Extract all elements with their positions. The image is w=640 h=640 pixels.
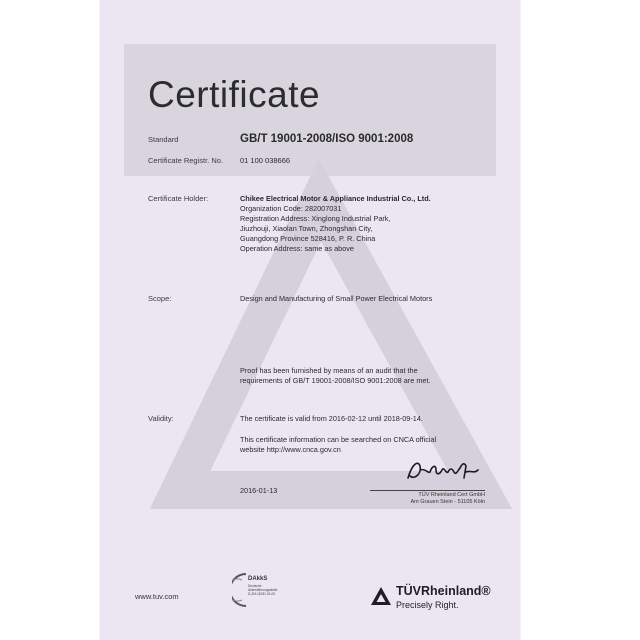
holder-company: Chikee Electrical Motor & Appliance Industrial Co., Ltd. [240,194,431,203]
holder-line: Jiuzhouji, Xiaolan Town, Zhongshan City, [240,223,373,233]
dakks-sub-line: D-ZM-16031-01-00 [248,592,276,596]
validity-label: Validity: [148,414,174,423]
dakks-subtitle [248,584,277,596]
standard-label: Standard [148,135,179,144]
tuv-url: www.tuv.com [135,592,179,601]
proof-line: requirements of GB/T 19001-2008/ISO 9001:2008 are met. [240,376,431,385]
holder-line: Registration Address: Xinglong Industrial Park, [240,213,391,223]
tuv-slogan: Precisely Right. [396,600,459,610]
tuv-brand: TÜVRheinland® [396,584,491,598]
registration-label: Certificate Registr. No. [148,156,224,165]
signature-line [370,490,485,491]
standard-value: GB/T 19001-2008/ISO 9001:2008 [240,133,414,145]
proof-statement [240,366,490,386]
signature [400,456,480,486]
dakks-sub-line: Akkreditierungsstelle [248,588,278,592]
holder-details [240,194,431,253]
certification-body [370,492,485,506]
certifier-address: Am Grauen Stein · 51105 Köln [410,499,485,505]
validity-period: The certificate is valid from 2016-02-12 until 2018-09-14. [240,414,423,423]
certificate-sheet [100,0,520,640]
tuv-triangle-icon [370,585,392,607]
cnca-line: This certificate information can be searched on CNCA official [240,435,437,444]
dakks-sub-line: Deutsche [248,584,262,588]
certifier-name: TÜV Rheinland Cert GmbH [418,492,485,498]
cnca-note [240,435,490,455]
scope-label: Scope: [148,294,172,303]
certificate-title: Certificate [148,74,321,115]
dakks-name: DAkkS [248,576,268,582]
scope-value: Design and Manufacturing of Small Power Electrical Motors [240,294,433,303]
holder-line: Guangdong Province 528416, P. R. China [240,233,376,243]
cnca-line: website http://www.cnca.gov.cn [240,445,341,454]
holder-line: Organization Code: 282007031 [240,203,342,213]
holder-line: Operation Address: same as above [240,243,354,253]
issue-date: 2016-01-13 [240,486,278,495]
registration-value: 01 100 038666 [240,156,291,165]
proof-line: Proof has been furnished by means of an audit that the [240,366,418,375]
holder-label: Certificate Holder: [148,194,209,203]
